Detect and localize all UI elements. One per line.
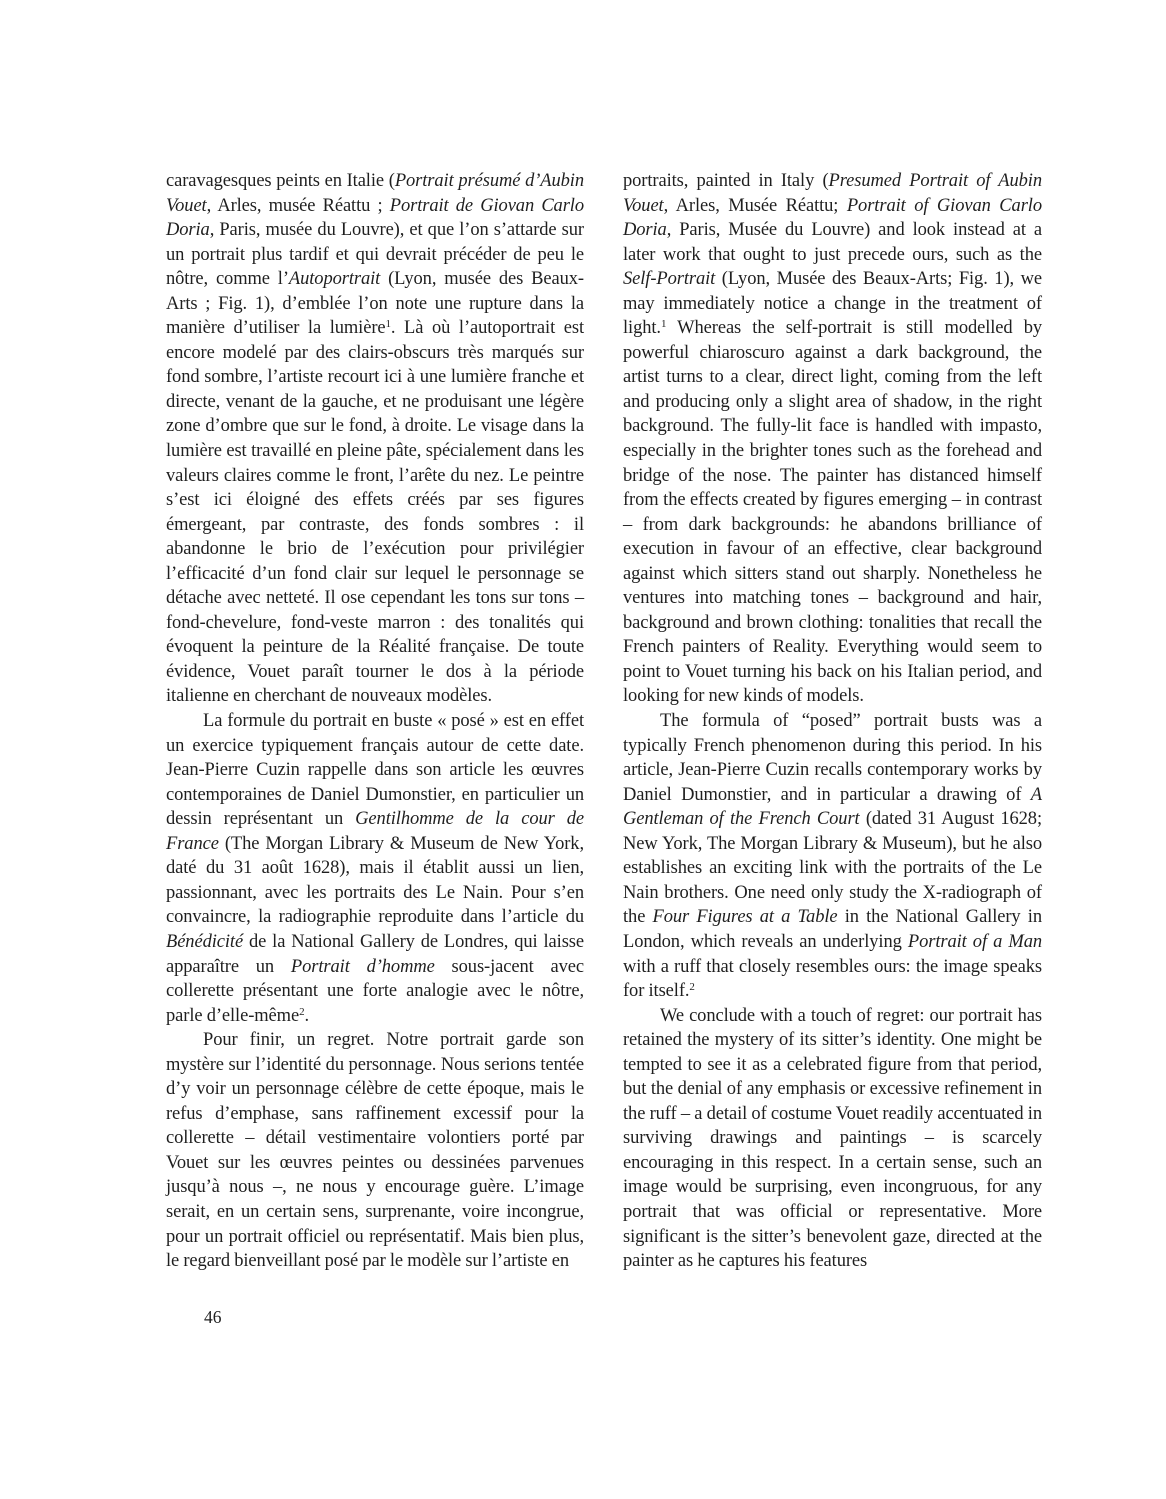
text-run: , Paris, musée du Louvre), et que l’on s’attarde sur un portrait plus tardif et qui devrait précéder de peu le nôtre, comme l’: [166, 220, 584, 290]
paragraph: [166, 169, 584, 709]
artwork-title: Portrait of Giovan Carlo Doria: [623, 195, 1042, 241]
artwork-title: Portrait d’homme: [290, 956, 435, 977]
text-run: (Lyon, Musée des Beaux-Arts; Fig. 1), we may immediately notice a change in the treatment of light.: [623, 269, 1042, 339]
paragraph: [623, 709, 1042, 1004]
paragraph: [166, 1028, 584, 1273]
artwork-title: Self-Portrait: [623, 269, 716, 290]
english-text-column: [623, 169, 1042, 1274]
artwork-title: Portrait de Giovan Carlo Doria: [166, 195, 584, 241]
text-run: , Paris, Musée du Louvre) and look instead at a later work that ought to just precede ours, such as the: [623, 220, 1042, 265]
text-run: (The Morgan Library & Museum de New York, daté du 31 août 1628), mais il établit aussi un lien, passionnant, avec les portraits des Le Nain. Pour s’en convaincre, la radiographie reproduite dans l’article du: [166, 833, 584, 928]
artwork-title: Autoportrait: [288, 269, 381, 290]
artwork-title: Portrait of a Man: [907, 931, 1042, 952]
text-run: de la National Gallery de Londres, qui laisse apparaître un: [166, 931, 584, 977]
footnote-reference: 2: [299, 1005, 305, 1018]
text-run: We conclude with a touch of regret: our portrait has retained the mystery of its sitter’s identity. One might be tempted to see it as a celebrated figure from that period, but the denial of any emphasis or excessive refinement in the ruff – a detail of costume Vouet readily accentuated in surviving drawings and paintings – is scarcely encouraging in this respect. In a certain sense, such an image would be surprising, even incongruous, for any portrait that was official or representative. More significant is the sitter’s benevolent gaze, directed at the painter as he captures his features: [623, 1005, 1042, 1272]
text-run: Whereas the self-portrait is still modelled by powerful chiaroscuro against a dark background, the artist turns to a clear, direct light, coming from the left and producing only a slight area of shadow, in the right background. The fully-lit face is handled with impasto, especially in the brighter tones such as the forehead and bridge of the nose. The painter has distanced himself from the effects created by figures emerging – in contrast – from dark backgrounds: he abandons brilliance of execution in favour of an effective, clear background against which sitters stand out sharply. Nonetheless he ventures into matching tones – background and hair, background and brown clothing: tonalities that recall the French painters of Reality. Everything would seem to point to Vouet turning his back on his Italian period, and looking for new kinds of models.: [623, 318, 1042, 707]
footnote-reference: 1: [385, 318, 391, 331]
artwork-title: A Gentleman of the French Court: [623, 784, 1042, 830]
text-run: sous-jacent avec collerette présentant une forte analogie avec le nôtre, parle d’elle-même: [166, 956, 584, 1026]
paragraph: [166, 709, 584, 1028]
artwork-title: Four Figures at a Table: [652, 907, 838, 928]
footnote-reference: 1: [660, 318, 667, 331]
text-run: .: [304, 1005, 310, 1026]
text-run: portraits, painted in Italy (: [623, 171, 829, 191]
text-run: . Là où l’autoportrait est encore modelé par des clairs-obscurs très marqués sur fond sombre, l’artiste recourt ici à une lumière franche et directe, venant de la gauche, et ne produisant une légère zone d’ombre que sur le fond, à droite. Le visage dans la lumière est travaillé en pleine pâte, spécialement dans les valeurs claires comme le front, l’arête du nez. Le peintre s’est ici éloigné des effets créés par ses figures émergeant, par contraste, des fonds sombres : il abandonne le brio de l’exécution pour privilégier l’efficacité d’un fond clair sur lequel le personnage se détache avec netteté. Il ose cependant les tons sur tons – fond-chevelure, fond-veste marron : des tonalités qui évoquent la peinture de la Réalité française. De toute évidence, Vouet paraît tourner le dos à la période italienne en cherchant de nouveaux modèles.: [166, 318, 584, 707]
text-run: , Arles, Musée Réattu;: [663, 195, 847, 216]
text-run: (Lyon, musée des Beaux-Arts ; Fig. 1), d’emblée l’on note une rupture dans la manière d’utiliser la lumière: [166, 269, 584, 339]
artwork-title: Presumed Portrait of Aubin Vouet: [623, 171, 1042, 216]
text-run: , Arles, musée Réattu ;: [206, 195, 390, 216]
text-run: in the National Gallery in London, which reveals an underlying: [623, 907, 1042, 952]
footnote-reference: 2: [689, 981, 695, 994]
text-run: with a ruff that closely resembles ours: the image speaks for itself.: [623, 956, 1042, 1002]
french-text-column: [166, 169, 584, 1274]
text-run: The formula of “posed” portrait busts was a typically French phenomenon during this period. In his article, Jean-Pierre Cuzin recalls contemporary works by Daniel Dumonstier, and in particular a drawing of: [623, 711, 1042, 805]
paragraph: [623, 169, 1042, 709]
page-number: 46: [204, 1307, 222, 1327]
text-run: (dated 31 August 1628; New York, The Morgan Library & Museum), but he also establishes an exciting link with the portraits of the Le Nain brothers. One need only study the X-radiograph of the: [623, 809, 1042, 928]
artwork-title: Bénédicité: [166, 931, 244, 952]
text-run: La formule du portrait en buste « posé » est en effet un exercice typiquement français autour de cette date. Jean-Pierre Cuzin rappelle dans son article les œuvres contemporaines de Daniel Dumonstier, en particulier un dessin représentant un: [166, 711, 584, 830]
artwork-title: Portrait présumé d’Aubin Vouet: [166, 171, 584, 216]
text-run: caravagesques peints en Italie (: [166, 171, 395, 191]
paragraph: [623, 1004, 1042, 1274]
text-run: Pour finir, un regret. Notre portrait garde son mystère sur l’identité du personnage. Nous serions tentée d’y voir un personnage célèbre de cette époque, mais le refus d’emphase, sans raffinement excessif pour la collerette – détail vestimentaire volontiers porté par Vouet sur les œuvres peintes ou dessinées parvenues jusqu’à nous –, ne nous y encourage guère. L’image serait, en un certain sens, surprenante, voire incongrue, pour un portrait officiel ou représentatif. Mais bien plus, le regard bienveillant posé par le modèle sur l’artiste en: [166, 1030, 584, 1272]
artwork-title: Gentilhomme de la cour de France: [166, 809, 584, 854]
